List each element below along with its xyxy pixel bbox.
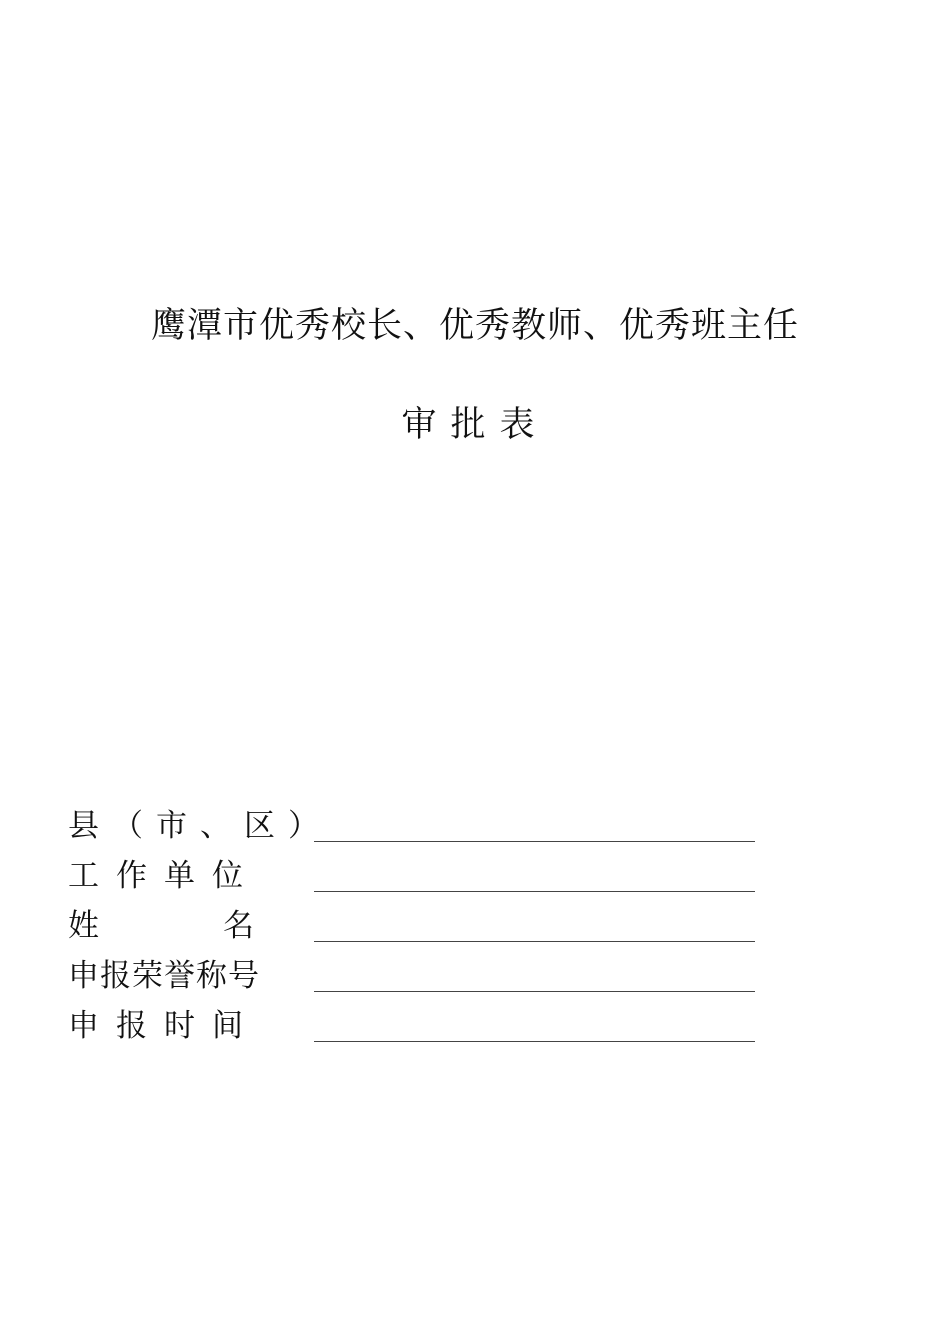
field-label-honor-title: 申报荣誉称号 (68, 958, 260, 994)
field-work-unit (68, 856, 788, 906)
field-input-work-unit[interactable] (314, 891, 755, 892)
field-label-apply-date: 申报时间 (68, 1008, 260, 1044)
form-title: 鹰潭市优秀校长、优秀教师、优秀班主任 (150, 306, 799, 346)
field-honor-title (68, 956, 788, 1006)
form-subtitle: 审批表 (401, 405, 549, 445)
field-county (68, 806, 788, 856)
field-apply-date (68, 1006, 788, 1056)
field-name (68, 906, 788, 956)
applicant-info-fields (68, 806, 788, 1056)
field-label-work-unit: 工作单位 (68, 858, 260, 894)
field-label-name-second: 名 (223, 908, 254, 944)
field-input-apply-date[interactable] (314, 1041, 755, 1042)
field-input-county[interactable] (314, 841, 755, 842)
field-input-honor-title[interactable] (314, 991, 755, 992)
field-label-county: 县（市、区） (68, 808, 332, 844)
field-input-name[interactable] (314, 941, 755, 942)
field-label-name (68, 908, 268, 944)
field-label-name-first: 姓 (68, 908, 99, 944)
